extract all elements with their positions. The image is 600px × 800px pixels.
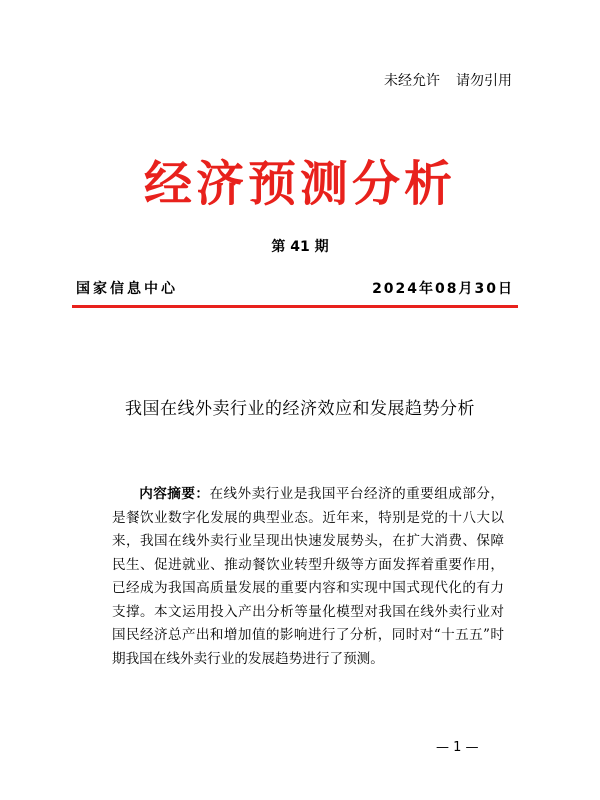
page-number: — 1 — (436, 740, 479, 755)
abstract-label: 内容摘要： (139, 486, 210, 502)
publisher-name: 国家信息中心 (76, 281, 178, 297)
notice-part-2: 请勿引用 (456, 73, 512, 89)
article-title: 我国在线外卖行业的经济效应和发展趋势分析 (125, 399, 475, 419)
publication-title: 经济预测分析 (143, 156, 456, 212)
header-divider (72, 305, 518, 308)
abstract-text: 在线外卖行业是我国平台经济的重要组成部分，是餐饮业数字化发展的典型业态。近年来，特别是党的十八大以来，我国在线外卖行业呈现出快速发展势头，在扩大消费、保障民生、促进就业、推动餐饮业转型升级等方面发挥着重要作用，已经成为我国高质量发展的重要内容和实现中国式现代化的有力支撑。本文运用投入产出分析等量化模型对我国在线外卖行业对国民经济总产出和增加值的影响进行了分析，同时对“十五五”时期我国在线外卖行业的发展趋势进行了预测。 (112, 486, 505, 667)
issue-number: 第 41 期 (271, 239, 329, 255)
no-citation-notice (384, 70, 512, 90)
notice-part-1: 未经允许 (384, 73, 440, 89)
abstract-paragraph (112, 483, 504, 671)
publish-date: 2024年08月30日 (372, 281, 514, 297)
